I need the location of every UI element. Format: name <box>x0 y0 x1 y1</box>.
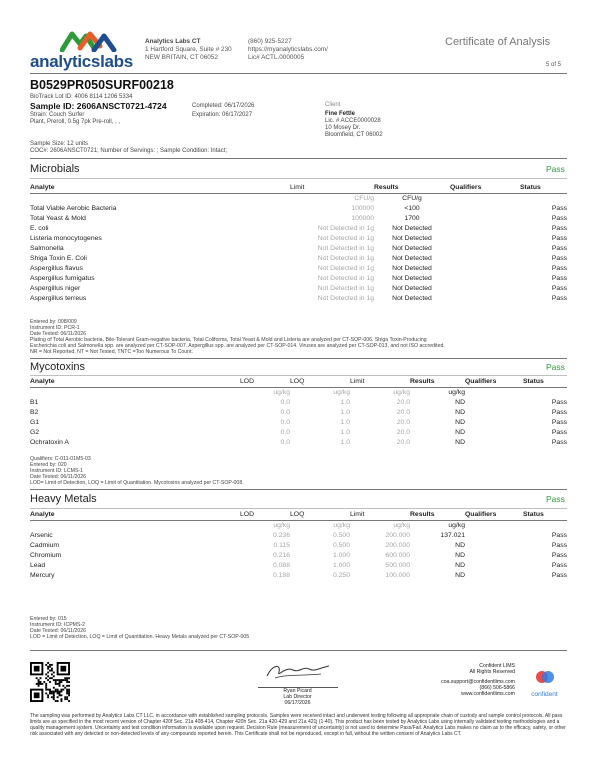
confident-phone: (866) 506-5866 <box>479 685 515 691</box>
analyte-cell: Mercury <box>30 572 55 579</box>
table-row <box>30 224 567 234</box>
value-cell: Not Detected <box>392 265 432 272</box>
value-cell <box>465 428 523 438</box>
table-row <box>30 541 567 551</box>
value-cell <box>450 254 520 264</box>
value-cell: Not Detected in 1g <box>317 235 374 242</box>
col-header-loq: LOQ <box>290 511 305 518</box>
value-cell: 1.0 <box>340 399 350 406</box>
value-cell <box>465 551 523 561</box>
doc-title: Certificate of Analysis <box>445 36 551 48</box>
unit-cell <box>30 194 290 205</box>
col-header-loq: LOQ <box>290 378 305 385</box>
col-header-qualifiers: Qualifiers <box>465 511 497 518</box>
table-row <box>30 398 567 408</box>
value-cell: 1.000 <box>332 562 350 569</box>
signature-icon <box>263 660 333 682</box>
value-cell: ND <box>455 552 465 559</box>
value-cell <box>465 398 523 408</box>
analyte-cell: Aspergillus fumigatus <box>30 275 95 282</box>
heavy-metals-title: Heavy Metals <box>30 493 97 505</box>
value-cell: 1.0 <box>340 429 350 436</box>
value-cell: 200.000 <box>385 542 410 549</box>
value-cell: Pass <box>551 255 567 262</box>
table-row <box>30 438 567 448</box>
expiration-date: Expiration: 06/17/2027 <box>192 112 253 118</box>
value-cell: Pass <box>551 285 567 292</box>
value-cell: Pass <box>551 265 567 272</box>
unit-cell: ug/kg <box>448 522 465 529</box>
value-cell: ND <box>455 399 465 406</box>
col-header-limit: Limit <box>350 511 365 518</box>
signature-block <box>250 660 345 706</box>
col-header-qualifiers: Qualifiers <box>465 378 497 385</box>
unit-cell <box>465 388 523 399</box>
value-cell: Pass <box>551 399 567 406</box>
table-row <box>30 551 567 561</box>
note-line: Instrument ID: LCMS-1 <box>30 468 84 474</box>
heavy-metals-table <box>30 510 567 581</box>
value-cell: Not Detected in 1g <box>317 295 374 302</box>
value-cell <box>465 531 523 541</box>
unit-cell: ug/kg <box>333 522 350 529</box>
analyte-cell: Lead <box>30 562 46 569</box>
signer-role: Lab Director <box>283 694 312 700</box>
note-line: Plating of Total Aerobic bacteria, Bile-Tolerant Gram-negative bacteria, Total Coliforms, Total Yeast & Mold and Listeria are analyzed per CT-SOP-006. Shiga Toxin-Producing <box>30 337 427 343</box>
col-header-lod: LOD <box>240 378 254 385</box>
note-line: LOD = Limit of Detection, LOQ = Limit of Quantitation. Heavy Metals analyzed per CT-SOP-005 <box>30 634 250 640</box>
lab-phone: (860) 925-5227 <box>248 38 292 45</box>
client-city: Bloomfield, CT 06002 <box>325 132 383 138</box>
units-row <box>30 388 567 399</box>
analyte-cell: Total Viable Aerobic Bacteria <box>30 205 117 212</box>
confident-logo-text: confident <box>531 691 558 698</box>
value-cell: 0.0 <box>280 399 290 406</box>
value-cell: 1.0 <box>340 419 350 426</box>
page-number: 5 of 5 <box>546 62 562 68</box>
table-row <box>30 264 567 274</box>
table-header-row <box>30 183 567 194</box>
lab-license: Lic# ACTL.0000005 <box>248 54 305 61</box>
note-line: Instrument ID: PCR-1 <box>30 325 80 331</box>
value-cell: Pass <box>551 235 567 242</box>
col-header-analyte: Analyte <box>30 511 55 518</box>
client-street: 10 Mosey Dr. <box>325 125 361 131</box>
note-line: LOD= Limit of Detection, LOQ = Limit of Quantitation. Mycotoxins analyzed per CT-SOP-008. <box>30 480 244 486</box>
unit-cell: CFU/g <box>354 195 374 202</box>
sample-id: Sample ID: 2606ANSCT0721-4724 <box>30 101 167 111</box>
units-row <box>30 194 567 205</box>
header-divider <box>30 73 567 74</box>
value-cell: 100.000 <box>385 572 410 579</box>
matrix: Plant, Preroll, 0.5g 7pk Pre-roll, , , <box>30 119 121 125</box>
value-cell: 20.0 <box>396 429 410 436</box>
value-cell: <100 <box>404 205 420 212</box>
table-row <box>30 571 567 581</box>
value-cell: Not Detected <box>392 225 432 232</box>
value-cell: Pass <box>551 409 567 416</box>
value-cell <box>450 244 520 254</box>
note-line: Date Tested: 06/11/2026 <box>30 474 87 480</box>
value-cell: Not Detected in 1g <box>317 275 374 282</box>
value-cell: 20.0 <box>396 399 410 406</box>
analyte-cell: G1 <box>30 419 40 426</box>
value-cell <box>465 571 523 581</box>
value-cell <box>450 294 520 304</box>
value-cell: Pass <box>551 562 567 569</box>
value-cell <box>465 541 523 551</box>
unit-cell <box>523 521 567 532</box>
value-cell: 600.000 <box>385 552 410 559</box>
value-cell: Not Detected <box>392 245 432 252</box>
value-cell: 137.021 <box>440 532 465 539</box>
qr-code-icon <box>30 662 70 702</box>
value-cell: Pass <box>551 542 567 549</box>
value-cell: ND <box>455 439 465 446</box>
value-cell <box>450 284 520 294</box>
value-cell: 0.250 <box>332 572 350 579</box>
analyte-cell: Ochratoxin A <box>30 439 69 446</box>
col-header-qualifiers: Qualifiers <box>450 184 482 191</box>
unit-cell <box>450 194 520 205</box>
analyte-cell: G2 <box>30 429 40 436</box>
confident-email[interactable]: coa.support@confidentlims.com <box>441 679 515 685</box>
value-cell: Not Detected in 1g <box>317 255 374 262</box>
mycotoxins-end-divider <box>30 489 567 490</box>
value-cell: Not Detected <box>392 255 432 262</box>
mycotoxins-status: Pass <box>546 362 565 372</box>
value-cell: 20.0 <box>396 409 410 416</box>
value-cell: Not Detected <box>392 295 432 302</box>
value-cell: 20.0 <box>396 439 410 446</box>
col-header-status: Status <box>523 511 544 518</box>
value-cell: 0.500 <box>332 542 350 549</box>
value-cell: Not Detected <box>392 285 432 292</box>
value-cell: 0.0 <box>280 409 290 416</box>
note-line: Entered by: 008/009 <box>30 319 77 325</box>
analyte-cell: Listeria monocytogenes <box>30 235 102 242</box>
confident-info <box>420 663 515 697</box>
microbials-title: Microbials <box>30 163 80 175</box>
footer-divider <box>30 650 567 651</box>
lab-info <box>145 38 232 62</box>
value-cell: Not Detected in 1g <box>317 285 374 292</box>
value-cell: Pass <box>551 419 567 426</box>
value-cell: 0.0 <box>280 429 290 436</box>
value-cell: 100000 <box>351 205 374 212</box>
value-cell: Not Detected <box>392 275 432 282</box>
value-cell: Pass <box>551 552 567 559</box>
table-row <box>30 418 567 428</box>
coc-info: COC#: 2606ANSCT0721; Number of Servings: ; Sample Condition: Intact; <box>30 148 228 154</box>
value-cell: Pass <box>551 429 567 436</box>
col-header-limit: Limit <box>290 184 305 191</box>
value-cell <box>450 234 520 244</box>
col-header-status: Status <box>520 184 541 191</box>
analyte-cell: Arsenic <box>30 532 53 539</box>
value-cell: Pass <box>551 205 567 212</box>
value-cell: Pass <box>551 439 567 446</box>
table-row <box>30 561 567 571</box>
value-cell: Pass <box>551 245 567 252</box>
value-cell: 0.216 <box>272 552 290 559</box>
analyte-cell: Cadmium <box>30 542 60 549</box>
note-line: Qualifiers: C-011-01M5-03 <box>30 456 91 462</box>
microbials-table <box>30 183 567 304</box>
unit-cell: ug/kg <box>333 389 350 396</box>
analyte-cell: Aspergillus niger <box>30 285 81 292</box>
col-header-results: Results <box>410 378 435 385</box>
value-cell: 0.236 <box>272 532 290 539</box>
client-license: Lic. # ACCE0000028 <box>325 118 381 124</box>
unit-cell: CFU/g <box>402 195 422 202</box>
value-cell: 1.0 <box>340 439 350 446</box>
note-line: Entered by: 020 <box>30 462 67 468</box>
microbials-divider <box>30 178 567 179</box>
lab-logo <box>30 28 133 72</box>
analyte-cell: E. coli <box>30 225 49 232</box>
microbials-end-divider <box>30 358 567 359</box>
unit-cell <box>520 194 567 205</box>
biotrack-id: BioTrack Lot ID: 4006 8114 1206 5334 <box>30 94 133 100</box>
value-cell <box>465 438 523 448</box>
value-cell: Pass <box>551 225 567 232</box>
confident-url[interactable]: www.confidentlims.com <box>461 691 515 697</box>
value-cell <box>450 274 520 284</box>
client-name: Fine Fettle <box>325 111 356 117</box>
value-cell: 0.0 <box>280 439 290 446</box>
value-cell <box>465 408 523 418</box>
heavy-metals-divider <box>30 508 567 509</box>
table-header-row <box>30 377 567 388</box>
value-cell <box>450 224 520 234</box>
value-cell: 0.088 <box>272 562 290 569</box>
value-cell: 0.115 <box>273 542 290 549</box>
value-cell: Pass <box>551 532 567 539</box>
value-cell: Pass <box>551 215 567 222</box>
value-cell: Not Detected in 1g <box>317 245 374 252</box>
value-cell <box>450 204 520 214</box>
note-line: Escherichia coli and Salmonella spp. are analyzed per CT-SOP-007. Aspergillus spp. are analyzed per CT-SOP-014. Viruses are analyzed per CT-SOP-013, and not ISO accredited. <box>30 343 445 349</box>
col-header-analyte: Analyte <box>30 378 55 385</box>
value-cell <box>465 418 523 428</box>
value-cell <box>450 264 520 274</box>
value-cell: ND <box>455 429 465 436</box>
col-header-results: Results <box>374 184 399 191</box>
mycotoxins-divider <box>30 375 567 376</box>
value-cell: ND <box>455 409 465 416</box>
lab-name: Analytics Labs CT <box>145 38 201 45</box>
col-header-status: Status <box>523 378 544 385</box>
confident-title: Confident LIMS <box>479 663 515 669</box>
mycotoxins-table <box>30 377 567 448</box>
analyte-cell: Chromium <box>30 552 62 559</box>
unit-cell: ug/kg <box>273 522 290 529</box>
table-row <box>30 531 567 541</box>
sample-divider <box>30 158 567 159</box>
confident-rights: All Rights Reserved <box>469 669 515 675</box>
unit-cell <box>30 521 240 532</box>
value-cell: Pass <box>551 295 567 302</box>
unit-cell: ug/kg <box>273 389 290 396</box>
value-cell: 1.0 <box>340 409 350 416</box>
table-row <box>30 234 567 244</box>
analyte-cell: Total Yeast & Mold <box>30 215 86 222</box>
note-line: Entered by: 015 <box>30 616 67 622</box>
sample-size: Sample Size: 12 units <box>30 141 89 147</box>
value-cell: ND <box>455 572 465 579</box>
unit-cell <box>465 521 523 532</box>
value-cell <box>450 214 520 224</box>
note-line: Date Tested: 06/11/2026 <box>30 331 87 337</box>
table-row <box>30 254 567 264</box>
value-cell: 500.000 <box>385 562 410 569</box>
table-row <box>30 274 567 284</box>
table-row <box>30 204 567 214</box>
value-cell: 0.188 <box>272 572 290 579</box>
value-cell: Not Detected in 1g <box>317 265 374 272</box>
units-row <box>30 521 567 532</box>
value-cell: Not Detected <box>392 235 432 242</box>
analyte-cell: Shiga Toxin E. Coli <box>30 255 87 262</box>
analyte-cell: B2 <box>30 409 39 416</box>
value-cell: 100000 <box>351 215 374 222</box>
microbials-notes <box>30 319 570 355</box>
col-header-analyte: Analyte <box>30 184 55 191</box>
col-header-limit: Limit <box>350 378 365 385</box>
col-header-results: Results <box>410 511 435 518</box>
analyte-cell: Aspergillus flavus <box>30 265 83 272</box>
logo-text: analyticslabs <box>30 52 133 71</box>
table-row <box>30 284 567 294</box>
lab-url[interactable]: https://myanalyticslabs.com/ <box>248 46 328 53</box>
value-cell: ND <box>455 419 465 426</box>
value-cell: 1700 <box>404 215 420 222</box>
table-row <box>30 244 567 254</box>
value-cell: 0.0 <box>280 419 290 426</box>
disclaimer: The sampling was performed by Analytics Labs CT LLC, in accordance with established sampling protocols. Samples were received intact and underwent testing following all appropriate chain of custody and sample control protocols. All pass limits are as specified in the most recent version of Chapter 420f Sec. 21a 408-414, Chapter 420h Sec. 21a 420-429 and 21a 421j (1-40). This product has been tested by Analytics Labs using internally validated testing methodologies and a quality management system. Uncertainty and test condition information is available upon request. Decision Rule (measurement of uncertainty) is not used to determine Pass/Fail. Analytics Labs makes no claim as to the efficacy, safety, or other risk associated with any detected or non-detected levels of any compounds reported herein. This Certificate shall not be reproduced, except in full, without the written consent of Analytics Labs CT. <box>30 713 566 737</box>
col-header-lod: LOD <box>240 511 254 518</box>
lab-address2: NEW BRITAIN, CT 06052 <box>145 54 218 61</box>
mycotoxins-title: Mycotoxins <box>30 361 86 373</box>
table-row <box>30 214 567 224</box>
completed-date: Completed: 06/17/2026 <box>192 103 255 109</box>
value-cell: 1.000 <box>332 552 350 559</box>
value-cell: 200.000 <box>385 532 410 539</box>
heavy-metals-notes <box>30 616 570 640</box>
qr-code[interactable] <box>30 662 70 702</box>
sample-code: B0529PR050SURF00218 <box>30 78 174 92</box>
signer-date: 06/17/2026 <box>284 700 311 706</box>
table-row <box>30 428 567 438</box>
unit-cell <box>523 388 567 399</box>
lab-address1: 1 Hartford Square, Suite # 230 <box>145 46 232 53</box>
analyte-cell: B1 <box>30 399 39 406</box>
value-cell: Pass <box>551 275 567 282</box>
confident-logo-icon <box>535 668 555 686</box>
unit-cell: ug/kg <box>393 389 410 396</box>
note-line: Date Tested: 06/11/2026 <box>30 628 87 634</box>
mycotoxins-notes <box>30 456 570 486</box>
unit-cell: ug/kg <box>393 522 410 529</box>
client-heading: Client <box>325 102 341 108</box>
strain: Strain: Couch Surfer <box>30 112 85 118</box>
value-cell: 20.0 <box>396 419 410 426</box>
value-cell: 0.500 <box>332 532 350 539</box>
confident-logo <box>522 668 567 698</box>
heavy-metals-status: Pass <box>546 494 565 504</box>
value-cell <box>465 561 523 571</box>
unit-cell: ug/kg <box>448 389 465 396</box>
unit-cell <box>30 388 240 399</box>
logo-mountains-icon <box>60 30 120 52</box>
table-row <box>30 294 567 304</box>
value-cell: Not Detected in 1g <box>317 225 374 232</box>
microbials-status: Pass <box>546 164 565 174</box>
value-cell: Pass <box>551 572 567 579</box>
client-block <box>325 102 383 139</box>
signer-name: Ryan Picard <box>283 688 312 694</box>
note-line: NR = Not Reported, NT = Not Tested, TNTC =Too Numerous To Count. <box>30 349 193 355</box>
value-cell: ND <box>455 542 465 549</box>
value-cell: ND <box>455 562 465 569</box>
analyte-cell: Aspergillus terreus <box>30 295 87 302</box>
lab-contact <box>248 38 328 62</box>
analyte-cell: Salmonella <box>30 245 64 252</box>
table-header-row <box>30 510 567 521</box>
table-row <box>30 408 567 418</box>
note-line: Instrument ID: ICPMS-2 <box>30 622 86 628</box>
